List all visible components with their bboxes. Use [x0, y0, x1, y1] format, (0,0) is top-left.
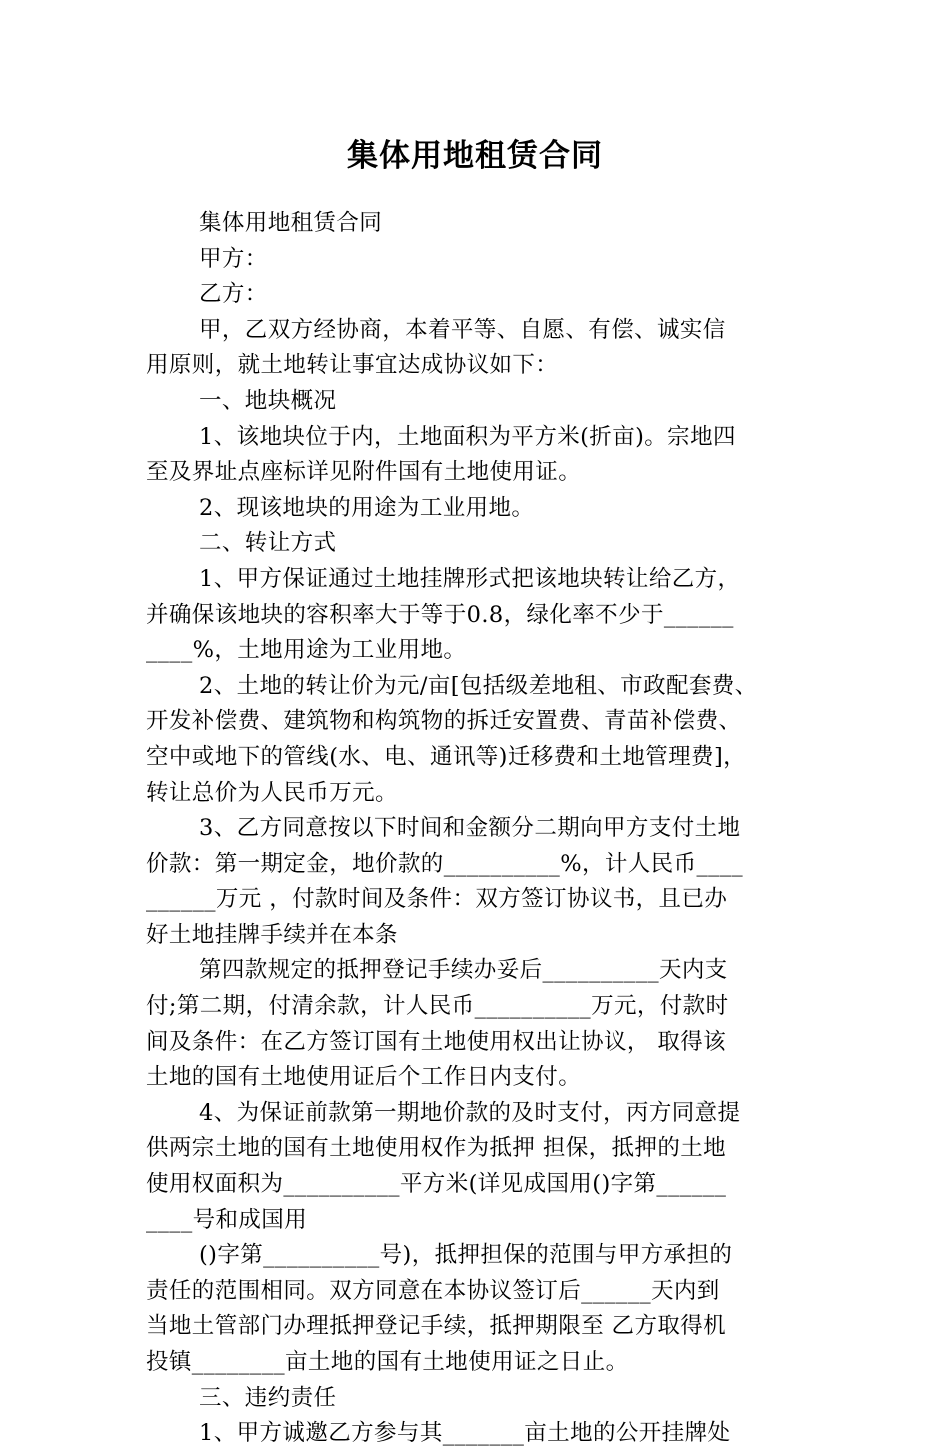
- text-line: 三、违约责任: [199, 1384, 337, 1411]
- text-line: 至及界址点座标详见附件国有土地使用证。: [146, 459, 582, 486]
- text-line: 用原则，就土地转让事宜达成协议如下：: [146, 352, 559, 379]
- text-line: ____%，土地用途为工业用地。: [146, 637, 467, 664]
- text-line: 间及条件：在乙方签订国有土地使用权出让协议， 取得该: [146, 1028, 727, 1055]
- text-line: 3、乙方同意按以下时间和金额分二期向甲方支付土地: [199, 815, 741, 842]
- text-line: 好土地挂牌手续并在本条: [146, 921, 398, 948]
- text-line: ______万元 ，付款时间及条件：双方签订协议书，且已办: [146, 886, 728, 913]
- document-title: 集体用地租赁合同: [347, 138, 603, 174]
- text-line: 使用权面积为__________平方米(详见成国用()字第______: [146, 1171, 727, 1198]
- text-line: 乙方：: [199, 281, 268, 308]
- text-line: 空中或地下的管线(水、电、通讯等)迁移费和土地管理费]，: [146, 743, 747, 770]
- text-line: 当地土管部门办理抵押登记手续，抵押期限至 乙方取得机: [146, 1313, 727, 1340]
- text-line: 价款：第一期定金，地价款的__________%，计人民币____: [146, 850, 744, 877]
- text-line: 4、为保证前款第一期地价款的及时支付，丙方同意提: [199, 1099, 741, 1126]
- text-line: 集体用地租赁合同: [199, 210, 383, 236]
- text-line: 1、甲方保证通过土地挂牌形式把该地块转让给乙方，: [199, 565, 741, 592]
- text-line: 并确保该地块的容积率大于等于0.8，绿化率不少于______: [146, 601, 734, 628]
- text-line: 2、现该地块的用途为工业用地。: [199, 494, 535, 521]
- text-line: 一、地块概况: [199, 387, 337, 414]
- text-line: 开发补偿费、建筑物和构筑物的拆迁安置费、青苗补偿费、: [146, 708, 742, 735]
- text-line: 1、该地块位于内，土地面积为平方米(折亩)。宗地四: [199, 423, 736, 450]
- text-line: 付;第二期，付清余款，计人民币__________万元，付款时: [146, 993, 729, 1020]
- document-body: [146, 206, 806, 1452]
- text-line: 第四款规定的抵押登记手续办妥后__________天内支: [199, 957, 728, 984]
- text-line: 甲，乙双方经协商，本着平等、自愿、有偿、诚实信: [199, 316, 726, 343]
- text-line: 二、转让方式: [199, 530, 337, 557]
- text-line: 责任的范围相同。双方同意在本协议签订后______天内到: [146, 1277, 720, 1304]
- text-line: 转让总价为人民币万元。: [146, 779, 398, 806]
- text-line: ()字第__________号)，抵押担保的范围与甲方承担的: [199, 1242, 733, 1269]
- text-line: ____号和成国用: [146, 1206, 308, 1233]
- text-line: 1、甲方诚邀乙方参与其_______亩土地的公开挂牌处: [199, 1420, 731, 1447]
- text-line: 甲方：: [199, 245, 268, 272]
- text-line: 供两宗土地的国有土地使用权作为抵押 担保，抵押的土地: [146, 1135, 727, 1162]
- text-line: 2、土地的转让价为元/亩[包括级差地租、市政配套费、: [199, 672, 758, 699]
- text-line: 投镇________亩土地的国有土地使用证之日止。: [146, 1349, 629, 1375]
- text-line: 土地的国有土地使用证后个工作日内支付。: [146, 1064, 582, 1091]
